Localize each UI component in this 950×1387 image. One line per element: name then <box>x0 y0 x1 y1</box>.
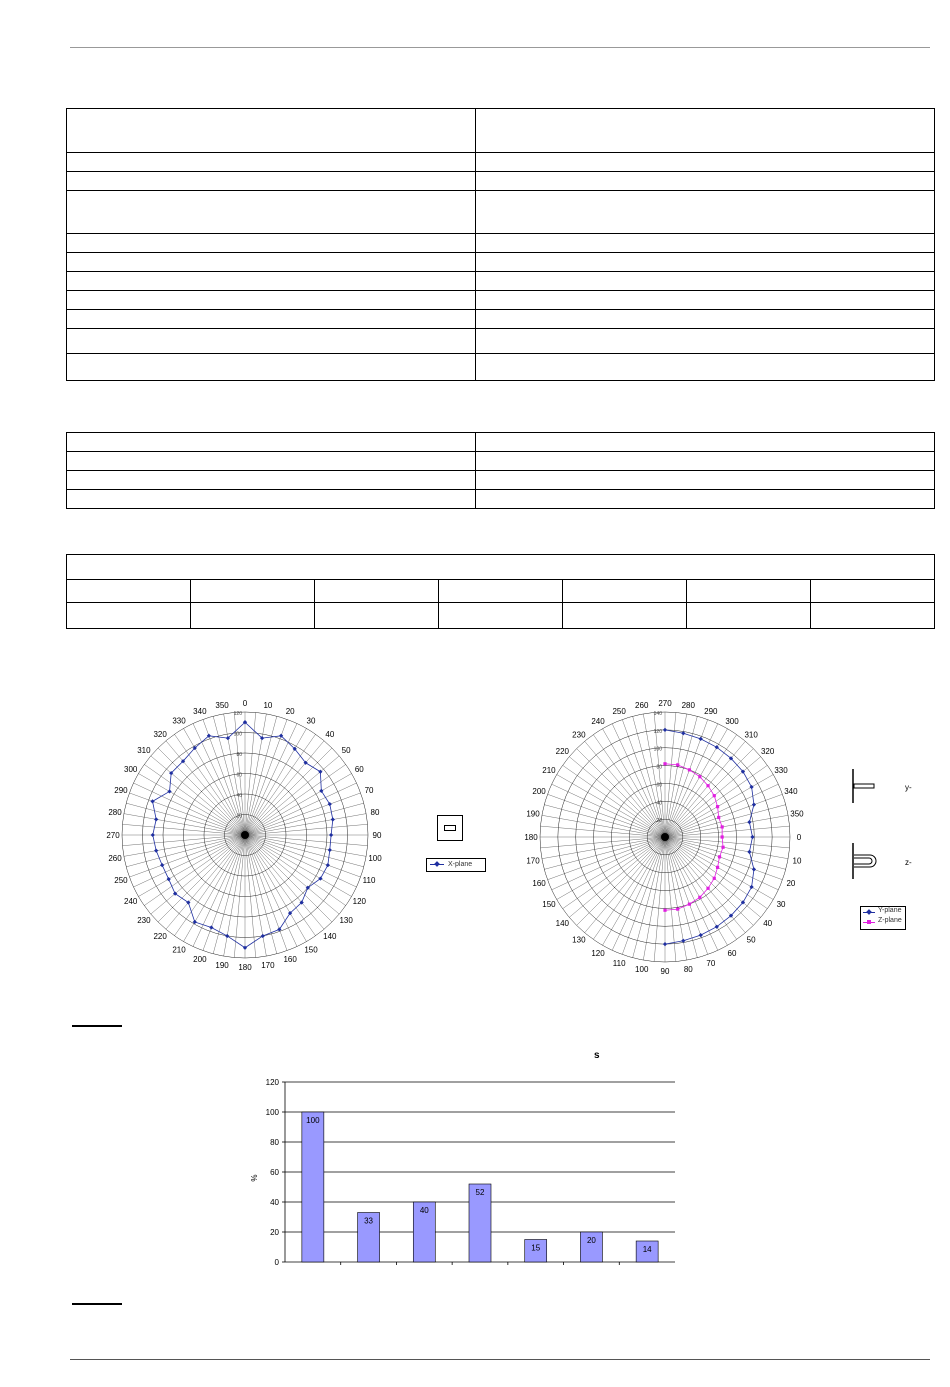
z-plane-point <box>706 784 709 787</box>
y-plane-point <box>663 942 667 946</box>
polar-spoke <box>612 837 665 950</box>
bar <box>302 1112 324 1262</box>
x-plane-point <box>150 799 154 803</box>
angle-tick-label: 40 <box>325 729 335 739</box>
table-cell <box>476 234 935 253</box>
y-tick-label: 80 <box>270 1138 279 1147</box>
angle-tick-label: 120 <box>591 949 605 959</box>
angle-tick-label: 70 <box>706 958 716 968</box>
angle-tick-label: 20 <box>786 878 796 888</box>
y-plane-point <box>747 820 751 824</box>
angle-tick-label: 160 <box>532 878 546 888</box>
table-cell <box>476 253 935 272</box>
bar-data-label: 100 <box>306 1116 320 1125</box>
angle-tick-label: 180 <box>238 963 252 972</box>
table-cell <box>67 191 476 234</box>
polar-spoke <box>540 826 665 837</box>
y-label: y- <box>905 783 912 792</box>
table-cell <box>67 291 476 310</box>
y-plane-point <box>752 867 756 871</box>
bar-chart-caption: s <box>594 1050 600 1061</box>
angle-tick-label: 300 <box>124 765 138 774</box>
table-cell <box>476 329 935 354</box>
x-plane-point <box>225 934 229 938</box>
angle-tick-label: 0 <box>796 833 802 842</box>
z-label: z- <box>905 858 912 867</box>
angle-tick-label: 180 <box>524 833 538 842</box>
bar-data-label: 20 <box>586 1236 596 1245</box>
polar-spoke <box>245 835 297 946</box>
table-cell <box>476 153 935 172</box>
table-cell <box>67 471 476 490</box>
angle-tick-label: 80 <box>370 808 380 818</box>
radial-tick-label: 100 <box>233 731 242 738</box>
angle-tick-label: 260 <box>108 853 122 863</box>
angle-tick-label: 350 <box>215 701 229 711</box>
polar-spoke <box>665 837 786 869</box>
polar-yz-legend <box>860 906 906 930</box>
x-plane-point <box>326 863 330 867</box>
bar-data-label: 14 <box>642 1245 652 1254</box>
polar-spoke <box>245 724 297 835</box>
angle-tick-label: 270 <box>658 699 672 708</box>
angle-tick-label: 320 <box>760 746 775 756</box>
table-cell <box>67 329 476 354</box>
table-cell <box>476 490 935 509</box>
z-plane-point <box>713 877 716 880</box>
table-cell <box>476 109 935 153</box>
polar-spoke <box>245 835 364 867</box>
z-plane-point <box>688 903 691 906</box>
angle-tick-label: 60 <box>354 765 364 774</box>
table-cell <box>563 603 687 629</box>
table-cell <box>191 580 315 603</box>
angle-tick-label: 290 <box>114 785 128 795</box>
angle-tick-label: 100 <box>368 853 382 863</box>
angle-tick-label: 240 <box>591 716 605 726</box>
angle-tick-label: 30 <box>306 716 316 726</box>
x-plane-point <box>167 877 171 881</box>
y-plane-point <box>752 803 756 807</box>
x-plane-point <box>173 892 177 896</box>
angle-tick-label: 280 <box>681 701 695 711</box>
polar-center <box>661 833 669 841</box>
radial-tick-label: 20 <box>656 818 662 825</box>
y-tick-label: 100 <box>265 1108 279 1117</box>
angle-tick-label: 40 <box>763 919 773 929</box>
polar-spoke <box>134 783 245 835</box>
z-plane-point <box>716 866 719 869</box>
angle-tick-label: 110 <box>362 876 376 886</box>
z-plane-point <box>718 855 721 858</box>
table-cell <box>476 272 935 291</box>
legend-label-z-plane: Z-plane <box>878 917 902 924</box>
table-cell <box>67 603 191 629</box>
polar-chart-yz-plane <box>520 692 810 982</box>
polar-spoke <box>665 837 718 950</box>
polar-spoke <box>548 794 665 837</box>
radial-tick-label: 40 <box>656 800 662 807</box>
polar-spoke <box>245 783 356 835</box>
angle-tick-label: 170 <box>526 856 540 866</box>
angle-tick-label: 330 <box>172 716 186 726</box>
polar-spoke <box>665 805 786 837</box>
bar-chart <box>245 1072 685 1272</box>
polar-spoke <box>129 793 245 835</box>
footer-rule <box>70 1359 930 1360</box>
section-underline-2 <box>72 1303 122 1305</box>
table-cell <box>476 310 935 329</box>
y-plane-point <box>699 933 703 937</box>
section-underline-1 <box>72 1025 122 1027</box>
polar-spoke <box>544 837 665 869</box>
legend-label-x-plane: X-plane <box>448 861 473 868</box>
polar-spoke <box>665 724 718 837</box>
table-cell <box>476 433 935 452</box>
table-cell <box>67 433 476 452</box>
y-plane-point <box>750 835 754 839</box>
angle-tick-label: 270 <box>106 831 120 840</box>
radial-tick-label: 80 <box>656 764 662 771</box>
angle-tick-label: 150 <box>542 900 556 909</box>
bar-data-label: 52 <box>475 1188 485 1197</box>
z-plane-point <box>706 887 709 890</box>
radial-tick-label: 60 <box>236 772 242 779</box>
angle-tick-label: 300 <box>725 716 739 726</box>
spec-table-1 <box>66 108 935 381</box>
y-plane-point <box>663 728 667 732</box>
table-cell <box>67 490 476 509</box>
radial-tick-label: 80 <box>236 752 242 758</box>
table-cell <box>67 272 476 291</box>
x-plane-point <box>160 863 164 867</box>
angle-tick-label: 120 <box>352 897 366 906</box>
angle-tick-label: 10 <box>792 856 802 866</box>
angle-tick-label: 170 <box>261 960 275 970</box>
table-cell <box>563 580 687 603</box>
z-plane-point <box>721 846 724 849</box>
radial-tick-label: 20 <box>236 813 242 820</box>
y-orientation-icon <box>848 766 888 806</box>
z-plane-point <box>676 908 679 911</box>
radial-tick-label: 60 <box>656 782 662 789</box>
x-plane-point <box>331 817 335 821</box>
y-plane-point <box>749 785 753 789</box>
table-cell <box>476 452 935 471</box>
table-cell <box>476 471 935 490</box>
polar-spoke <box>193 835 245 946</box>
table-cell <box>811 580 935 603</box>
polar-spoke <box>245 793 361 835</box>
legend-dot <box>434 861 440 867</box>
angle-tick-label: 20 <box>285 706 295 716</box>
orientation-box-icon <box>437 815 463 841</box>
polar-spoke <box>544 805 665 837</box>
x-plane-point <box>243 946 247 950</box>
x-plane-point <box>318 770 322 774</box>
table-cell <box>687 603 811 629</box>
angle-tick-label: 320 <box>153 729 167 739</box>
angle-tick-label: 10 <box>263 701 273 711</box>
table-cell <box>315 603 439 629</box>
angle-tick-label: 220 <box>153 932 167 942</box>
angle-tick-label: 50 <box>746 935 756 945</box>
angle-tick-label: 240 <box>124 897 138 906</box>
x-plane-point <box>329 833 333 837</box>
angle-tick-label: 80 <box>683 964 693 974</box>
polar-spoke <box>203 835 245 951</box>
polar-spoke <box>245 716 277 835</box>
table-cell <box>476 354 935 381</box>
angle-tick-label: 30 <box>776 900 786 909</box>
angle-tick-label: 90 <box>660 967 670 976</box>
polar-spoke <box>126 803 245 835</box>
polar-spoke <box>552 837 665 890</box>
x-plane-point <box>154 817 158 821</box>
angle-tick-label: 350 <box>790 809 804 819</box>
table-cell <box>315 580 439 603</box>
angle-tick-label: 50 <box>341 746 351 756</box>
x-plane-point <box>167 789 171 793</box>
legend-dot-z <box>867 920 871 924</box>
angle-tick-label: 210 <box>172 945 186 955</box>
y-tick-label: 60 <box>270 1168 279 1177</box>
z-plane-point <box>717 816 720 819</box>
angle-tick-label: 230 <box>572 730 586 740</box>
angle-tick-label: 60 <box>727 949 737 959</box>
table-cell <box>476 172 935 191</box>
header-rule <box>70 47 930 48</box>
x-plane-point <box>186 900 190 904</box>
angle-tick-label: 190 <box>526 809 540 819</box>
radial-tick-label: 120 <box>653 728 662 735</box>
polar-spoke <box>665 837 790 848</box>
y-plane-point <box>699 737 703 741</box>
polar-spoke <box>245 835 356 887</box>
z-plane-point <box>716 805 719 808</box>
polar-spoke <box>665 837 782 880</box>
x-plane-point <box>154 849 158 853</box>
polar-spoke <box>665 837 697 958</box>
polar-spoke <box>245 835 361 877</box>
y-plane-point <box>747 850 751 854</box>
table-cell <box>67 153 476 172</box>
angle-tick-label: 200 <box>532 787 546 797</box>
bar-data-label: 33 <box>364 1216 374 1226</box>
table-cell <box>476 191 935 234</box>
polar-center <box>241 831 249 839</box>
table-cell <box>67 452 476 471</box>
polar-chart-x-plane <box>100 690 390 980</box>
angle-tick-label: 140 <box>555 919 570 929</box>
angle-tick-label: 330 <box>774 766 788 775</box>
bar-data-label: 15 <box>531 1243 541 1253</box>
bar-data-label: 40 <box>419 1206 429 1215</box>
table-cell <box>476 291 935 310</box>
angle-tick-label: 150 <box>304 945 318 955</box>
radial-tick-label: 140 <box>653 711 662 717</box>
table-cell <box>687 580 811 603</box>
z-orientation-icon <box>848 840 888 882</box>
angle-tick-label: 250 <box>612 707 626 717</box>
z-plane-point <box>698 896 701 899</box>
z-plane-point <box>698 775 701 778</box>
table-cell <box>67 580 191 603</box>
table-cell <box>439 603 563 629</box>
polar-spoke <box>665 784 778 837</box>
radial-tick-label: 120 <box>233 711 242 717</box>
angle-tick-label: 280 <box>108 808 122 818</box>
angle-tick-label: 130 <box>572 935 586 945</box>
polar-spoke <box>126 835 245 867</box>
table-cell <box>67 234 476 253</box>
polar-spoke <box>134 835 245 887</box>
polar-spoke <box>540 837 665 848</box>
z-plane-point <box>676 763 679 766</box>
y-tick-label: 40 <box>270 1198 279 1207</box>
x-plane-point <box>319 789 323 793</box>
polar-spoke <box>665 716 697 837</box>
polar-spoke <box>654 837 665 962</box>
radial-tick-label: 40 <box>236 793 242 799</box>
spec-table-2 <box>66 432 935 509</box>
angle-tick-label: 230 <box>137 915 151 925</box>
angle-tick-label: 160 <box>283 955 297 965</box>
legend-label-y-plane: Y-plane <box>878 907 902 914</box>
angle-tick-label: 0 <box>242 699 248 708</box>
angle-tick-label: 220 <box>555 746 570 756</box>
z-plane-point <box>721 835 724 838</box>
polar-spoke <box>665 794 782 837</box>
angle-tick-label: 340 <box>784 787 798 797</box>
table-cell <box>67 354 476 381</box>
x-plane-point <box>209 925 213 929</box>
z-plane-point <box>713 794 716 797</box>
angle-tick-label: 290 <box>704 707 718 717</box>
angle-tick-label: 340 <box>193 706 207 716</box>
angle-tick-label: 260 <box>635 701 649 711</box>
polar-spoke <box>665 826 790 837</box>
table-cell <box>67 109 476 153</box>
angle-tick-label: 190 <box>215 960 229 970</box>
polar-spoke <box>633 837 665 958</box>
angle-tick-label: 130 <box>339 915 353 925</box>
x-plane-point <box>261 934 265 938</box>
polar-spoke <box>245 835 287 951</box>
z-plane-point <box>688 768 691 771</box>
polar-spoke <box>548 837 665 880</box>
polar-spoke <box>665 837 778 890</box>
angle-tick-label: 140 <box>323 932 337 942</box>
z-plane-point <box>663 762 666 765</box>
z-plane-point <box>663 909 666 912</box>
angle-tick-label: 110 <box>612 958 626 968</box>
table-cell <box>67 310 476 329</box>
table-cell <box>67 172 476 191</box>
angle-tick-label: 90 <box>372 831 382 840</box>
angle-tick-label: 200 <box>193 955 207 965</box>
x-plane-point <box>328 802 332 806</box>
table-cell <box>191 603 315 629</box>
y-tick-label: 0 <box>274 1258 279 1267</box>
x-plane-point <box>328 848 332 852</box>
y-axis-label: % <box>250 1174 259 1182</box>
angle-tick-label: 310 <box>137 746 151 756</box>
z-plane-point <box>721 825 724 828</box>
angle-tick-label: 70 <box>364 785 374 795</box>
angle-tick-label: 310 <box>744 730 758 740</box>
polar-spoke <box>622 837 665 954</box>
angle-tick-label: 210 <box>542 766 556 775</box>
y-tick-label: 20 <box>270 1228 279 1237</box>
polar-spoke <box>245 803 364 835</box>
radial-tick-label: 100 <box>653 746 662 753</box>
polar-x-legend <box>426 858 486 872</box>
polar-spoke <box>552 784 665 837</box>
table-header-cell <box>67 555 935 580</box>
y-tick-label: 120 <box>265 1078 279 1087</box>
spec-table-3 <box>66 554 935 629</box>
polar-spoke <box>129 835 245 877</box>
x-plane-point <box>151 833 155 837</box>
angle-tick-label: 100 <box>635 964 649 974</box>
table-cell <box>811 603 935 629</box>
legend-dot-y <box>866 909 872 915</box>
angle-tick-label: 250 <box>114 876 128 886</box>
y-plane-point <box>749 885 753 889</box>
table-cell <box>439 580 563 603</box>
table-cell <box>67 253 476 272</box>
